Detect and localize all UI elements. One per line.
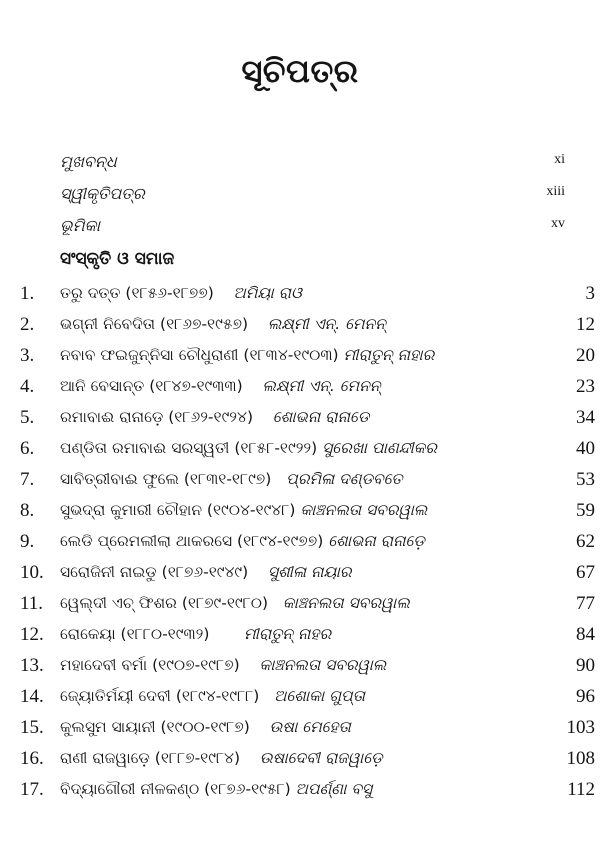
front-matter-item: [60, 216, 565, 240]
toc-entry: [20, 438, 595, 468]
entry-subject: ରୋକେୟା (୧୮୮୦-୧୯୩୨): [60, 625, 210, 643]
entry-author: କାଞ୍ଚନଲତା ସବରୱାଲ: [282, 594, 410, 612]
entry-author: ଉଷାଦେବୀ ରାଜୱାଡ଼େ: [259, 749, 383, 767]
entry-author: ସୁଶୀଳା ନାୟାର: [267, 563, 352, 581]
entry-number: 9.: [20, 531, 35, 552]
entry-page: 20: [576, 345, 595, 366]
toc-entry: [20, 686, 595, 716]
entry-page: 53: [576, 469, 595, 490]
entry-author: ସୁରେଖା ପାଣନ୍ଦୀକର: [322, 439, 437, 457]
entry-author: ଅମିୟା ରାଓ: [233, 284, 302, 302]
entry-author: ପ୍ରମିଳା ଦଣ୍ଡବତେ: [286, 470, 403, 488]
entry-number: 1.: [20, 283, 35, 304]
entry-number: 13.: [20, 655, 44, 676]
entry-author: ଶୋଭନା ରାନାଡେ: [272, 408, 370, 426]
entry-author: କାଞ୍ଚନଲତା ସବରୱାଲ: [300, 501, 428, 519]
entry-number: 14.: [20, 686, 44, 707]
toc-entry: [20, 469, 595, 499]
entry-subject: ମହାଦେବୀ ବର୍ମା (୧୯୦୭-୧୯୮୭): [60, 656, 240, 674]
entry-number: 5.: [20, 407, 35, 428]
entry-author: ଉଷା ମେହେତା: [269, 718, 351, 736]
front-matter-page: xv: [551, 216, 565, 231]
front-matter-item: [60, 184, 565, 208]
entry-page: 3: [585, 283, 595, 304]
toc-entry: [20, 376, 595, 406]
entry-subject: ବିଦ୍ୟାଗୌରୀ ନୀଳକଣ୍ଠ (୧୮୭୬-୧୯୫୮): [60, 780, 291, 798]
entry-subject: କୁଲସୁମ ସାୟାନୀ (୧୯୦୦-୧୯୮୭): [60, 718, 250, 736]
entry-author: ଅପର୍ଣ୍ଣା ବସୁ: [295, 780, 373, 798]
entry-page: 12: [576, 314, 595, 335]
entry-number: 17.: [20, 779, 44, 800]
entry-subject: ସାବିତ୍ରୀବାଈ ଫୁଲେ (୧୮୩୧-୧୮୯୭): [60, 470, 272, 488]
entry-number: 12.: [20, 624, 44, 645]
page-title: ସୂଚିପତ୍ର: [241, 52, 359, 90]
toc-entry: [20, 283, 595, 313]
entry-author: କାଞ୍ଚନଲତା ସବରୱାଲ: [259, 656, 387, 674]
entry-number: 4.: [20, 376, 35, 397]
entry-author: ଲକ୍ଷ୍ମୀ ଏନ୍. ମେନନ୍: [262, 377, 381, 395]
toc-entry: [20, 314, 595, 344]
front-matter-page: xi: [554, 152, 565, 167]
entry-subject: ତରୁ ଦତ୍ତ (୧୮୫୬-୧୮୭୭): [60, 284, 214, 302]
entry-number: 3.: [20, 345, 35, 366]
entry-author: ଲକ୍ଷ୍ମୀ ଏନ୍. ମେନନ୍: [267, 315, 386, 333]
entry-page: 67: [576, 562, 595, 583]
front-matter-label: ମୁଖବନ୍ଧ: [60, 152, 117, 171]
entry-page: 34: [576, 407, 595, 428]
entry-author: ମୀରାତୁନ୍ ନାହାର: [343, 346, 435, 364]
entry-number: 2.: [20, 314, 35, 335]
entry-subject: ଜ୍ୟୋତିର୍ମୟୀ ଦେବୀ (୧୮୯୪-୧୯୮୮): [60, 687, 260, 705]
entry-subject: ଆନି ବେସାନ୍ତ (୧୮୪୭-୧୯୩୩): [60, 377, 243, 395]
entry-subject: ସୁଭଦ୍ରା କୁମାରୀ ଚୌହାନ (୧୯୦୪-୧୯୪୮): [60, 501, 296, 519]
entry-page: 108: [566, 748, 595, 769]
entry-page: 40: [576, 438, 595, 459]
toc-entry: [20, 717, 595, 747]
entry-page: 77: [576, 593, 595, 614]
entry-page: 84: [576, 624, 595, 645]
entry-author: ଶୋଭନା ରାନାଡ଼େ: [328, 532, 425, 550]
entry-page: 96: [576, 686, 595, 707]
toc-entry: [20, 624, 595, 654]
entry-number: 7.: [20, 469, 35, 490]
entry-number: 8.: [20, 500, 35, 521]
entry-subject: ରମାବାଈ ରାନାଡ଼େ (୧୮୬୨-୧୯୨୪): [60, 408, 253, 426]
entry-number: 11.: [20, 593, 44, 614]
toc-entry: [20, 531, 595, 561]
front-matter-label: ଭୂମିକା: [60, 216, 101, 235]
section-heading: ସଂସ୍କୃତି ଓ ସମାଜ: [60, 249, 175, 269]
toc-entry: [20, 500, 595, 530]
toc-entry: [20, 779, 595, 809]
toc-entry: [20, 345, 595, 375]
entry-subject: ନବାବ ଫଇଜୁନ୍ନିସା ଚୌଧୁରାଣୀ (୧୮୩୪-୧୯୦୩): [60, 346, 339, 364]
entry-page: 112: [567, 779, 595, 800]
entry-author: ମୀରାତୁନ୍ ନାହର: [243, 625, 332, 643]
front-matter-page: xiii: [546, 184, 565, 199]
entry-page: 59: [576, 500, 595, 521]
toc-entry: [20, 748, 595, 778]
entry-subject: ଭଗ୍ନୀ ନିବେଦିତା (୧୮୬୭-୧୯୫୭): [60, 315, 249, 333]
entry-page: 103: [566, 717, 595, 738]
entry-page: 62: [576, 531, 595, 552]
entry-number: 16.: [20, 748, 44, 769]
entry-subject: ୱେଲ୍‌ଦୀ ଏଚ୍ ଫିଶର (୧୮୭୯-୧୯୮୦): [60, 594, 268, 612]
toc-entry: [20, 593, 595, 623]
entry-page: 90: [576, 655, 595, 676]
entry-subject: ସରୋଜିନୀ ନାଇଡୁ (୧୮୭୬-୧୯୪୯): [60, 563, 249, 581]
entry-subject: ଲେଡି ପ୍ରେମଲୀଲା ଥାକରସେ (୧୮୯୪-୧୯୭୭): [60, 532, 324, 550]
entry-author: ଅଶୋକା ଗୁପ୍ତା: [274, 687, 365, 705]
toc-entry: [20, 655, 595, 685]
entry-subject: ପଣ୍ଡିତା ରମାବାଈ ସରସ୍ୱତୀ (୧୮୫୮-୧୯୨୨): [60, 439, 318, 457]
entry-page: 23: [576, 376, 595, 397]
front-matter-label: ସ୍ୱୀକୃତିପତ୍ର: [60, 184, 145, 203]
entry-subject: ରାଣୀ ରାଜୱାଡ଼େ (୧୮୮୭-୧୯୮୪): [60, 749, 241, 767]
toc-entry: [20, 562, 595, 592]
entry-number: 6.: [20, 438, 35, 459]
toc-entry: [20, 407, 595, 437]
entry-number: 10.: [20, 562, 44, 583]
front-matter-item: [60, 152, 565, 176]
entry-number: 15.: [20, 717, 44, 738]
